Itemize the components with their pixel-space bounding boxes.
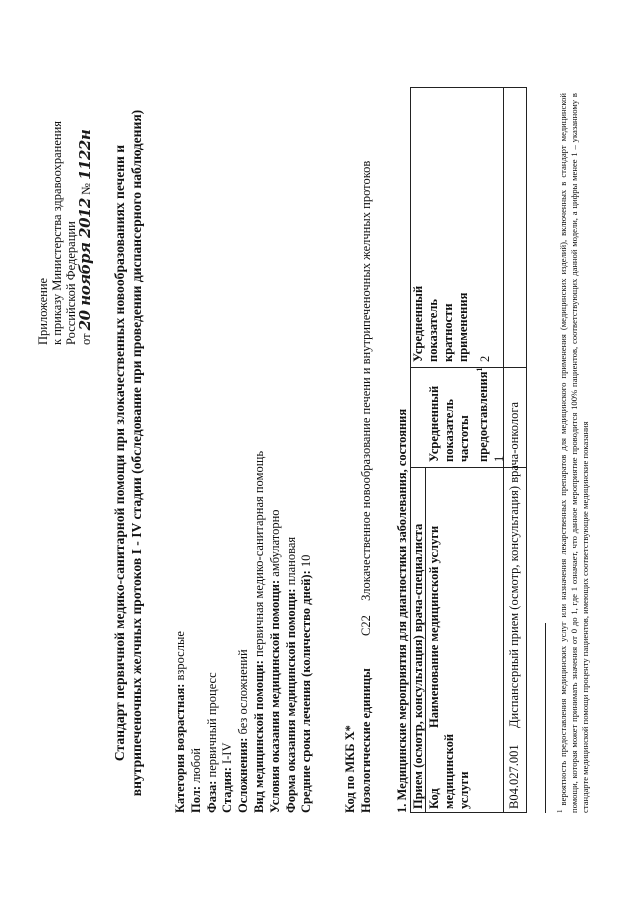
footnote-rule: [545, 623, 546, 813]
table-border-right: [410, 87, 527, 88]
meta-value: любой: [188, 748, 203, 783]
header-multiplicity: Усредненный показатель кратности применения: [411, 285, 470, 362]
meta-item: [284, 451, 300, 813]
meta-value: без осложнений: [236, 649, 251, 735]
meta-value: 10: [299, 554, 314, 568]
meta-label: Форма оказания медицинской помощи:: [283, 588, 298, 813]
appendix-line-3: Российской Федерации: [64, 221, 78, 345]
appendix-line-1: Приложение: [36, 277, 50, 345]
row-multiplicity: 2: [478, 355, 492, 362]
meta-item: [205, 451, 221, 813]
table-border-bottom: [526, 88, 527, 813]
footnote-marker: 1: [556, 809, 564, 813]
meta-label: Категория возрастная:: [173, 683, 187, 813]
meta-label: Стадия:: [220, 767, 235, 813]
header-name: Наименование медицинской услуги: [427, 525, 441, 728]
header-bottom-line: [503, 88, 504, 813]
meta-value: первичный процесс: [204, 672, 219, 778]
meta-value: плановая: [283, 536, 298, 586]
mkb-code: C22: [359, 615, 373, 636]
group-header: Прием (осмотр, консультация) врача-специалиста: [411, 523, 425, 809]
title-line-2: внутрипеченочных желчных протоков I - IV стадии (обследование при проведении диспансерного наблюдения): [129, 109, 144, 797]
handwritten-date: 20 ноября 2012: [76, 198, 94, 331]
meta-value: амбулаторно: [267, 509, 282, 577]
header-frequency: Усредненный показатель частоты предоставления$^1$: [427, 367, 491, 462]
appendix-date-line: [78, 121, 93, 345]
footnote-text: вероятность предоставления медицинских услуг или назначения лекарственных препаратов для медицинского применения (медицинских изделий), включенных в стандарт медицинской помощи, которая может принимать значения от 0 до 1, где 1 означает, что данное мероприятие проводится 100% пациентов, соответствующих данной модели, а цифры менее 1 – указанному в стандарте медицинской помощи проценту пациентов, имеющих соответствующие медицинские показания: [557, 93, 591, 813]
mkb-label: Код по МКБ Х*: [343, 725, 357, 813]
number-prefix: №: [79, 183, 93, 195]
meta-value: первичная медико-санитарная помощь: [251, 450, 266, 657]
meta-label: Осложнения:: [236, 737, 251, 813]
header-code: Код медицинской услуги: [427, 733, 471, 809]
appendix-line-2: к приказу Министерства здравоохранения: [50, 120, 64, 345]
meta-item: [236, 451, 252, 813]
meta-item: [189, 451, 205, 813]
meta-item: [252, 451, 268, 813]
nosology-line: [358, 161, 374, 813]
services-table: [410, 0, 527, 813]
footnote-ref: 1: [475, 367, 484, 372]
meta-label: Фаза:: [204, 780, 219, 813]
mkb-block: [342, 161, 374, 813]
section-title: 1. Медицинские мероприятия для диагностики заболевания, состояния: [395, 408, 409, 813]
meta-list: [173, 451, 315, 813]
meta-value: взрослые: [173, 631, 187, 681]
handwritten-number: 1122н: [76, 129, 94, 180]
meta-item: [220, 451, 236, 813]
date-prefix: от: [79, 333, 93, 345]
row-code: B04.027.001: [507, 744, 521, 809]
meta-label: Условия оказания медицинской помощи:: [267, 579, 282, 813]
table-border-left: [410, 812, 527, 813]
meta-label: Средние сроки лечения (количество дней):: [299, 570, 314, 813]
appendix-block: [36, 121, 93, 345]
mkb-description: Злокачественное новообразование печени и внутрипеченочных желчных протоков: [359, 160, 373, 601]
title-line-1: Стандарт первичной медико-санитарной помощи при злокачественных новообразованиях печени и: [112, 144, 127, 762]
row-frequency: 1: [492, 455, 506, 462]
nosology-label: Нозологические единицы: [359, 668, 373, 813]
meta-item: [173, 451, 189, 813]
document-title: [111, 13, 145, 893]
footnote: [555, 93, 591, 813]
meta-item: [299, 451, 315, 813]
meta-label: Пол:: [188, 786, 203, 813]
meta-label: Вид медицинской помощи:: [251, 660, 266, 813]
meta-value: I-IV: [220, 742, 235, 765]
row-name: Диспансерный прием (осмотр, консультация) врача-онколога: [507, 401, 521, 728]
meta-item: [268, 451, 284, 813]
